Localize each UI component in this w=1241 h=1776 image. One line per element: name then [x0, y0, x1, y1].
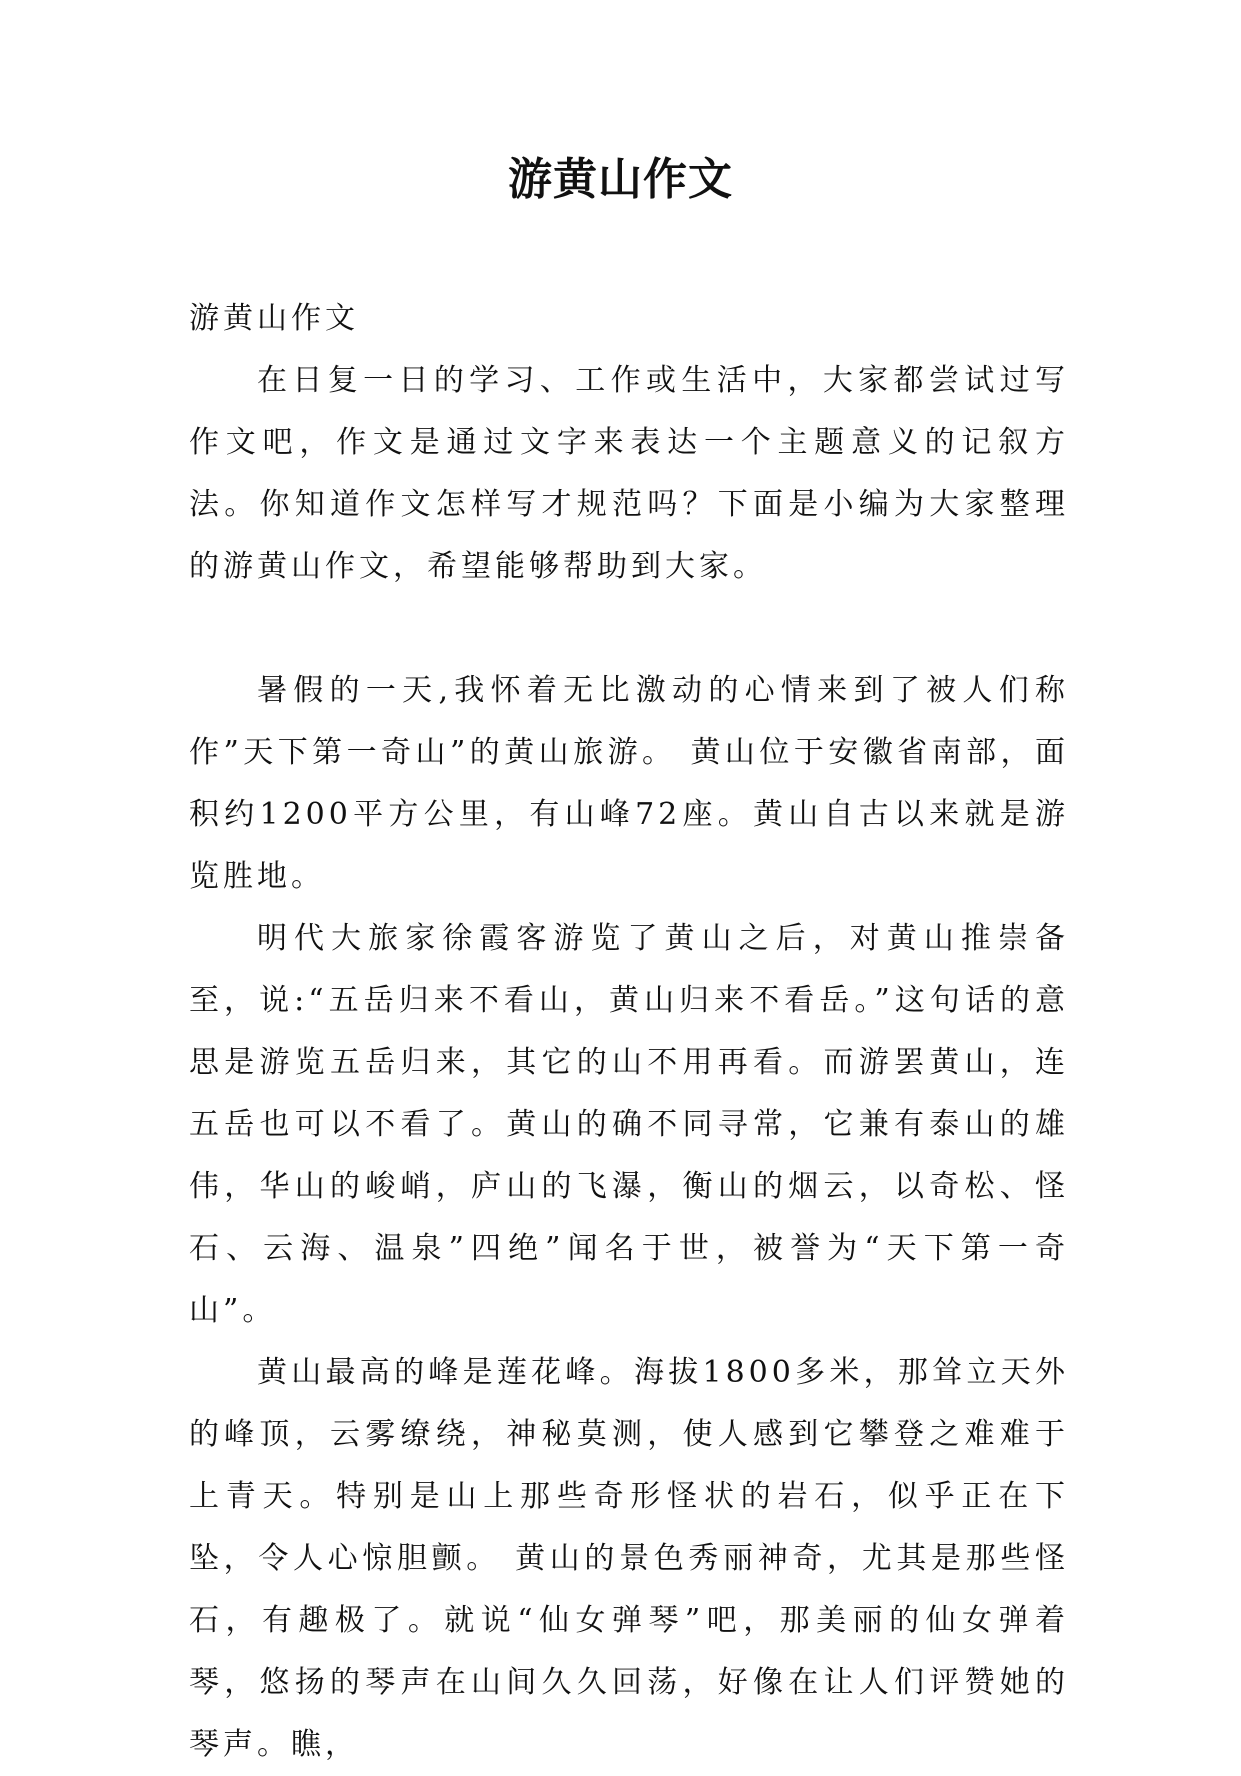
body-paragraph-3: 黄山最高的峰是莲花峰。海拔1800多米，那耸立天外的峰顶，云雾缭绕，神秘莫测，使人感到它攀登之难难于上青天。特别是山上那些奇形怪状的岩石，似乎正在下坠，令人心惊胆颤。 黄山的景色秀丽神奇，尤其是那些怪石，有趣极了。就说“仙女弹琴”吧，那美丽的仙女弹着琴，悠扬的琴声在山间久久回荡，好像在让人们评赞她的琴声。瞧， [189, 1355, 1069, 1762]
body-paragraph-1: 暑假的一天,我怀着无比激动的心情来到了被人们称作”天下第一奇山”的黄山旅游。 黄山位于安徽省南部，面积约1200平方公里，有山峰72座。黄山自古以来就是游览胜地。 [189, 673, 1069, 894]
body-paragraph-2: 明代大旅家徐霞客游览了黄山之后，对黄山推崇备至，说:“五岳归来不看山，黄山归来不看岳。”这句话的意思是游览五岳归来，其它的山不用再看。而游罢黄山，连五岳也可以不看了。黄山的确不同寻常，它兼有泰山的雄伟，华山的峻峭，庐山的飞瀑，衡山的烟云，以奇松、怪石、云海、温泉”四绝”闻名于世，被誉为“天下第一奇山”。 [189, 921, 1069, 1328]
paragraph-spacer [189, 598, 1069, 660]
document-title: 游黄山作文 [508, 154, 733, 205]
document-subtitle: 游黄山作文 [189, 301, 359, 336]
document-body [189, 288, 1069, 1776]
intro-paragraph: 在日复一日的学习、工作或生活中，大家都尝试过写作文吧，作文是通过文字来表达一个主题意义的记叙方法。你知道作文怎样写才规范吗？下面是小编为大家整理的游黄山作文，希望能够帮助到大家。 [189, 363, 1069, 584]
